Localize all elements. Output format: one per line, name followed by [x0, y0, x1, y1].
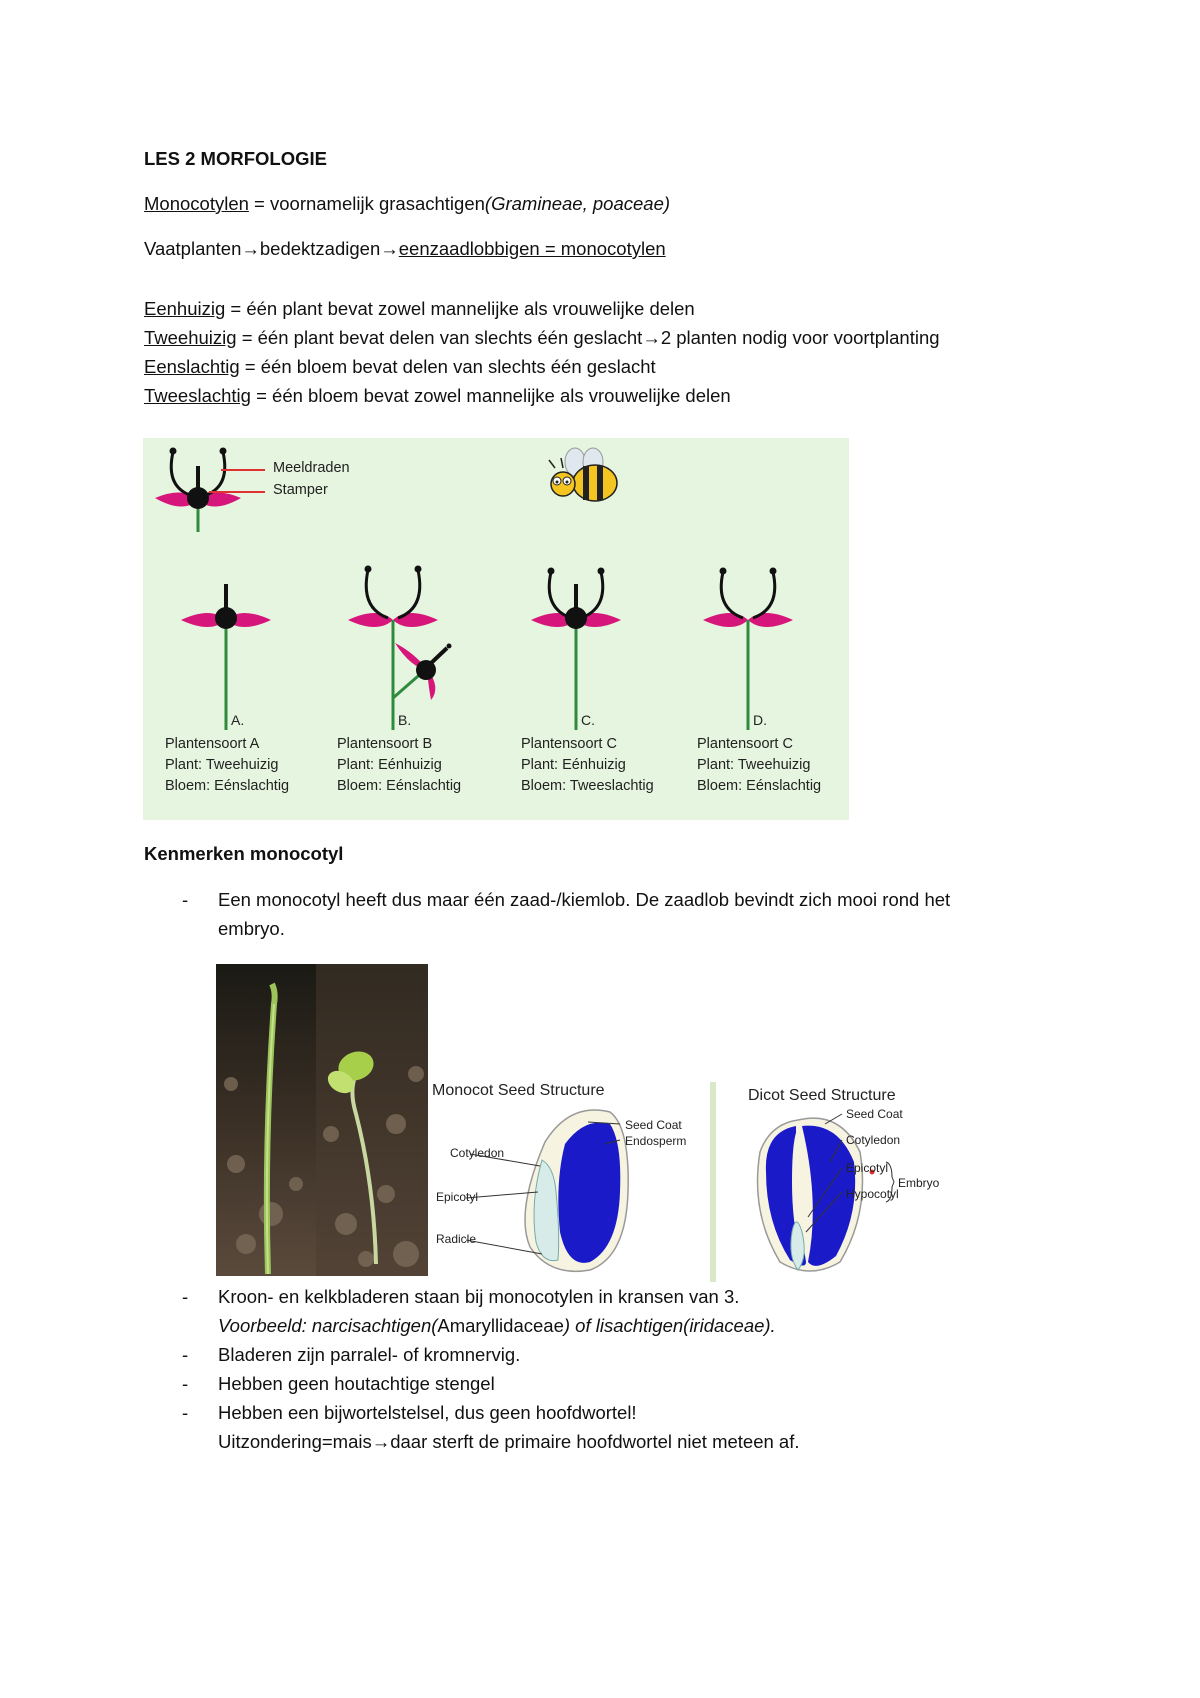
- flower-diagram: [143, 438, 849, 820]
- def-text: = één plant bevat zowel mannelijke als vrouwelijke delen: [225, 298, 695, 319]
- caption-line: Plantensoort C: [697, 736, 793, 752]
- exception-a: Uitzondering=mais: [218, 1431, 372, 1452]
- def-eenhuizig: [144, 298, 695, 320]
- caption-line: Bloem: Eénslachtig: [165, 778, 290, 794]
- caption-line: Bloem: Eénslachtig: [337, 778, 462, 794]
- term: Eenhuizig: [144, 298, 226, 319]
- def-text: = één plant bevat delen van slechts één geslacht: [236, 327, 643, 348]
- letter-a: A.: [231, 712, 245, 728]
- dicot-hypocotyl-label: Hypocotyl: [846, 1187, 899, 1201]
- caption-line: Plantensoort B: [337, 736, 433, 752]
- arrow-icon: →: [380, 238, 399, 259]
- def-tweeslachtig: [144, 385, 731, 407]
- definition-text: = voornamelijk grasachtigen: [248, 193, 485, 214]
- caption-line: Plantensoort C: [521, 736, 617, 752]
- caption-line: Plantensoort A: [165, 736, 260, 752]
- caption-line: Plant: Eénhuizig: [337, 757, 442, 773]
- bullet-dash: -: [182, 1402, 189, 1423]
- arrow-icon: →: [241, 238, 260, 259]
- legend-stamens: Meeldraden: [273, 460, 350, 476]
- bullet-text: Een monocotyl heeft dus maar één zaad-/kiemlob. De zaadlob bevindt zich mooi rond het: [218, 889, 951, 910]
- hier-bedektzadigen: bedektzadigen: [259, 238, 381, 259]
- seed-structure-figure: [430, 1082, 990, 1282]
- mono-epicotyl-label: Epicotyl: [436, 1190, 479, 1204]
- section-title: Kenmerken monocotyl: [144, 843, 344, 864]
- legend-flower: [155, 448, 265, 533]
- def-text: = één bloem bevat delen van slechts één geslacht: [239, 356, 656, 377]
- caption-line: Bloem: Tweeslachtig: [521, 778, 654, 794]
- letter-b: B.: [398, 712, 412, 728]
- arrow-icon: →: [642, 327, 661, 348]
- term: Tweeslachtig: [144, 385, 251, 406]
- term: Eenslachtig: [144, 356, 240, 377]
- def-tail: 2 planten nodig voor voortplanting: [660, 327, 940, 348]
- dicot-cotyledon-label: Cotyledon: [846, 1133, 901, 1147]
- def-text: = één bloem bevat zowel mannelijke als vrouwelijke delen: [250, 385, 731, 406]
- dicot-seedcoat-label: Seed Coat: [846, 1107, 903, 1121]
- bullet-dash: -: [182, 1286, 189, 1307]
- flower-a: [181, 584, 271, 730]
- example-line: [218, 1315, 776, 1337]
- dicot-embryo-label: Embryo: [898, 1176, 940, 1190]
- bee-icon: [549, 448, 617, 501]
- caption-line: Plant: Tweehuizig: [165, 757, 279, 773]
- mono-radicle-label: Radicle: [436, 1232, 477, 1246]
- caption-line: Bloem: Eénslachtig: [697, 778, 822, 794]
- monocot-seed: [466, 1110, 628, 1271]
- caption-c: [521, 734, 654, 797]
- monocot-definition: [144, 193, 670, 215]
- dicot-epicotyl-label: Epicotyl: [846, 1161, 889, 1175]
- mono-cotyledon-label: Cotyledon: [450, 1146, 505, 1160]
- dicot-title: Dicot Seed Structure: [748, 1087, 896, 1104]
- hierarchy-line: [144, 238, 666, 260]
- exception-line: [218, 1431, 800, 1453]
- caption-a: [165, 734, 289, 797]
- letter-c: C.: [581, 712, 595, 728]
- caption-b: [337, 734, 461, 797]
- caption-d: [697, 734, 821, 797]
- flower-c: [531, 568, 621, 731]
- example-c: ) of lisachtigen(iridaceae).: [563, 1315, 776, 1336]
- term-monocotylen: Monocotylen: [144, 193, 249, 214]
- seedling-photo: [216, 964, 428, 1276]
- caption-line: Plant: Tweehuizig: [697, 757, 811, 773]
- bullet-text: Hebben geen houtachtige stengel: [218, 1373, 495, 1394]
- def-tweehuizig: [144, 327, 940, 349]
- exception-b: daar sterft de primaire hoofdwortel niet meteen af.: [390, 1431, 800, 1452]
- caption-line: Plant: Eénhuizig: [521, 757, 626, 773]
- example-b: Amaryllidaceae: [437, 1315, 564, 1336]
- page-title: LES 2 MORFOLOGIE: [144, 148, 327, 169]
- flower-b: [348, 566, 452, 731]
- bullet-dash: -: [182, 1373, 189, 1394]
- seedling-image: [216, 964, 428, 1276]
- bullet-dash: -: [182, 889, 189, 910]
- bullet-text-cont: embryo.: [218, 918, 285, 939]
- divider: [710, 1082, 716, 1282]
- flower-d: [703, 568, 793, 731]
- hier-vaatplanten: Vaatplanten: [144, 238, 242, 259]
- term: Tweehuizig: [144, 327, 237, 348]
- monocot-title: Monocot Seed Structure: [432, 1082, 605, 1099]
- bullet-text: Kroon- en kelkbladeren staan bij monocotylen in kransen van 3.: [218, 1286, 740, 1307]
- mono-seedcoat-label: Seed Coat: [625, 1118, 682, 1132]
- bullet-dash: -: [182, 1344, 189, 1365]
- def-eenslachtig: [144, 356, 656, 378]
- hier-eenzaadlobbigen: eenzaadlobbigen = monocotylen: [398, 238, 666, 259]
- legend-pistil: Stamper: [273, 482, 328, 498]
- definition-italic: (Gramineae, poaceae): [484, 193, 671, 214]
- bullet-text: Hebben een bijwortelstelsel, dus geen hoofdwortel!: [218, 1402, 637, 1423]
- mono-endosperm-label: Endosperm: [625, 1134, 687, 1148]
- arrow-icon: →: [371, 1431, 391, 1452]
- bullet-text: Bladeren zijn parralel- of kromnervig.: [218, 1344, 521, 1365]
- example-a: Voorbeeld: narcisachtigen(: [218, 1315, 438, 1336]
- letter-d: D.: [753, 712, 767, 728]
